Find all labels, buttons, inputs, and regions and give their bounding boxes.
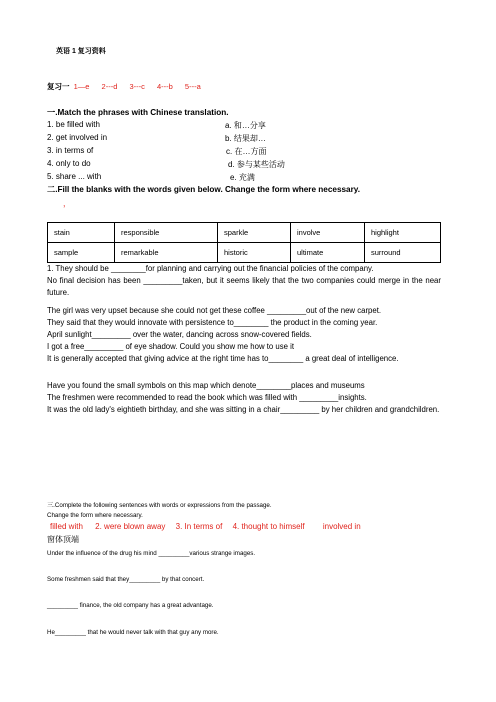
option-item: involved in <box>322 522 361 531</box>
completion-sentence: Under the influence of the drug his mind _________various strange images. <box>47 550 256 557</box>
completion-sentence: _________ finance, the old company has a great advantage. <box>47 602 214 609</box>
completion-sentence: He_________ that he would never talk with that guy any more. <box>47 629 219 636</box>
option-item: 4. thought to himself <box>232 522 305 531</box>
translation-item: d. 参与某些活动 <box>228 160 285 169</box>
word-cell: historic <box>218 243 291 263</box>
answer-item: 2---d <box>101 82 118 91</box>
answer-item: 3---c <box>129 82 145 91</box>
word-cell: surround <box>365 243 441 263</box>
exercise-sentence: April sunlight_________ over the water, dancing across snow-covered fields. <box>47 330 312 339</box>
section3-subheading: Change the form where necessary. <box>47 512 143 519</box>
exercise-sentence: The girl was very upset because she could not get these coffee _________out of the new carpet. <box>47 306 382 315</box>
word-cell: highlight <box>365 223 441 243</box>
phrase-item: 1. be filled with <box>47 120 100 129</box>
translation-item: c. 在…方面 <box>226 147 267 156</box>
phrase-item: 2. get involved in <box>47 133 108 142</box>
word-cell: sparkle <box>218 223 291 243</box>
options-line <box>50 522 361 531</box>
exercise-sentence: It is generally accepted that giving advice at the right time has to________ a great deal of intelligence. <box>47 354 399 363</box>
word-cell: stain <box>48 223 115 243</box>
word-cell: remarkable <box>115 243 218 263</box>
completion-sentence: Some freshmen said that they_________ by that concert. <box>47 576 205 583</box>
section3-heading: 三.Complete the following sentences with words or expressions from the passage. <box>47 502 272 509</box>
translation-item: a. 和…分享 <box>225 121 266 130</box>
exercise-sentence: Have you found the small symbols on this map which denote________places and museums <box>47 381 365 390</box>
option-item: 3. In terms of <box>175 522 223 531</box>
word-bank-table <box>47 222 441 263</box>
section2-heading: 二.Fill the blanks with the words given below. Change the form where necessary. <box>47 185 361 194</box>
exercise-sentence: No final decision has been _________taken, but it seems likely that the two companies could merge in the near future. <box>47 276 441 297</box>
phrase-item: 5. share ... with <box>47 172 102 181</box>
form-top-marker: 窗体顶端 <box>47 535 79 544</box>
document-title: 英语 1 复习资料 <box>56 48 106 55</box>
section1-heading: 一.Match the phrases with Chinese translation. <box>47 108 229 117</box>
option-item: 2. were blown away <box>95 522 166 531</box>
option-item: filled with <box>50 522 83 531</box>
answer-key-line <box>47 81 201 92</box>
answer-item: 5---a <box>184 82 201 91</box>
answer-item: 4---b <box>156 82 173 91</box>
word-cell: ultimate <box>291 243 365 263</box>
table-row <box>48 243 441 263</box>
word-cell: responsible <box>115 223 218 243</box>
exercise-sentence: The freshmen were recommended to read the book which was filled with _________insights. <box>47 393 367 402</box>
translation-item: b. 结果却… <box>225 134 266 143</box>
exercise-sentence: It was the old lady's eightieth birthday, and she was sitting in a chair_________ by her children and grandchildren. <box>47 405 440 414</box>
phrase-item: 4. only to do <box>47 159 91 168</box>
word-cell: involve <box>291 223 365 243</box>
stray-mark: ， <box>63 199 71 208</box>
exercise-sentence: They said that they would innovate with persistence to________ the product in the coming year. <box>47 318 378 327</box>
exercise-sentence: 1. They should be ________for planning and carrying out the financial policies of the company. <box>47 264 374 273</box>
phrase-item: 3. in terms of <box>47 146 94 155</box>
exercise-sentence: I got a free_________ of eye shadow. Could you show me how to use it <box>47 342 295 351</box>
translation-item: e. 充满 <box>230 173 255 182</box>
answer-item: 1—e <box>73 82 90 91</box>
answer-key-label: 复习一 <box>47 82 70 91</box>
word-cell: sample <box>48 243 115 263</box>
table-row <box>48 223 441 243</box>
